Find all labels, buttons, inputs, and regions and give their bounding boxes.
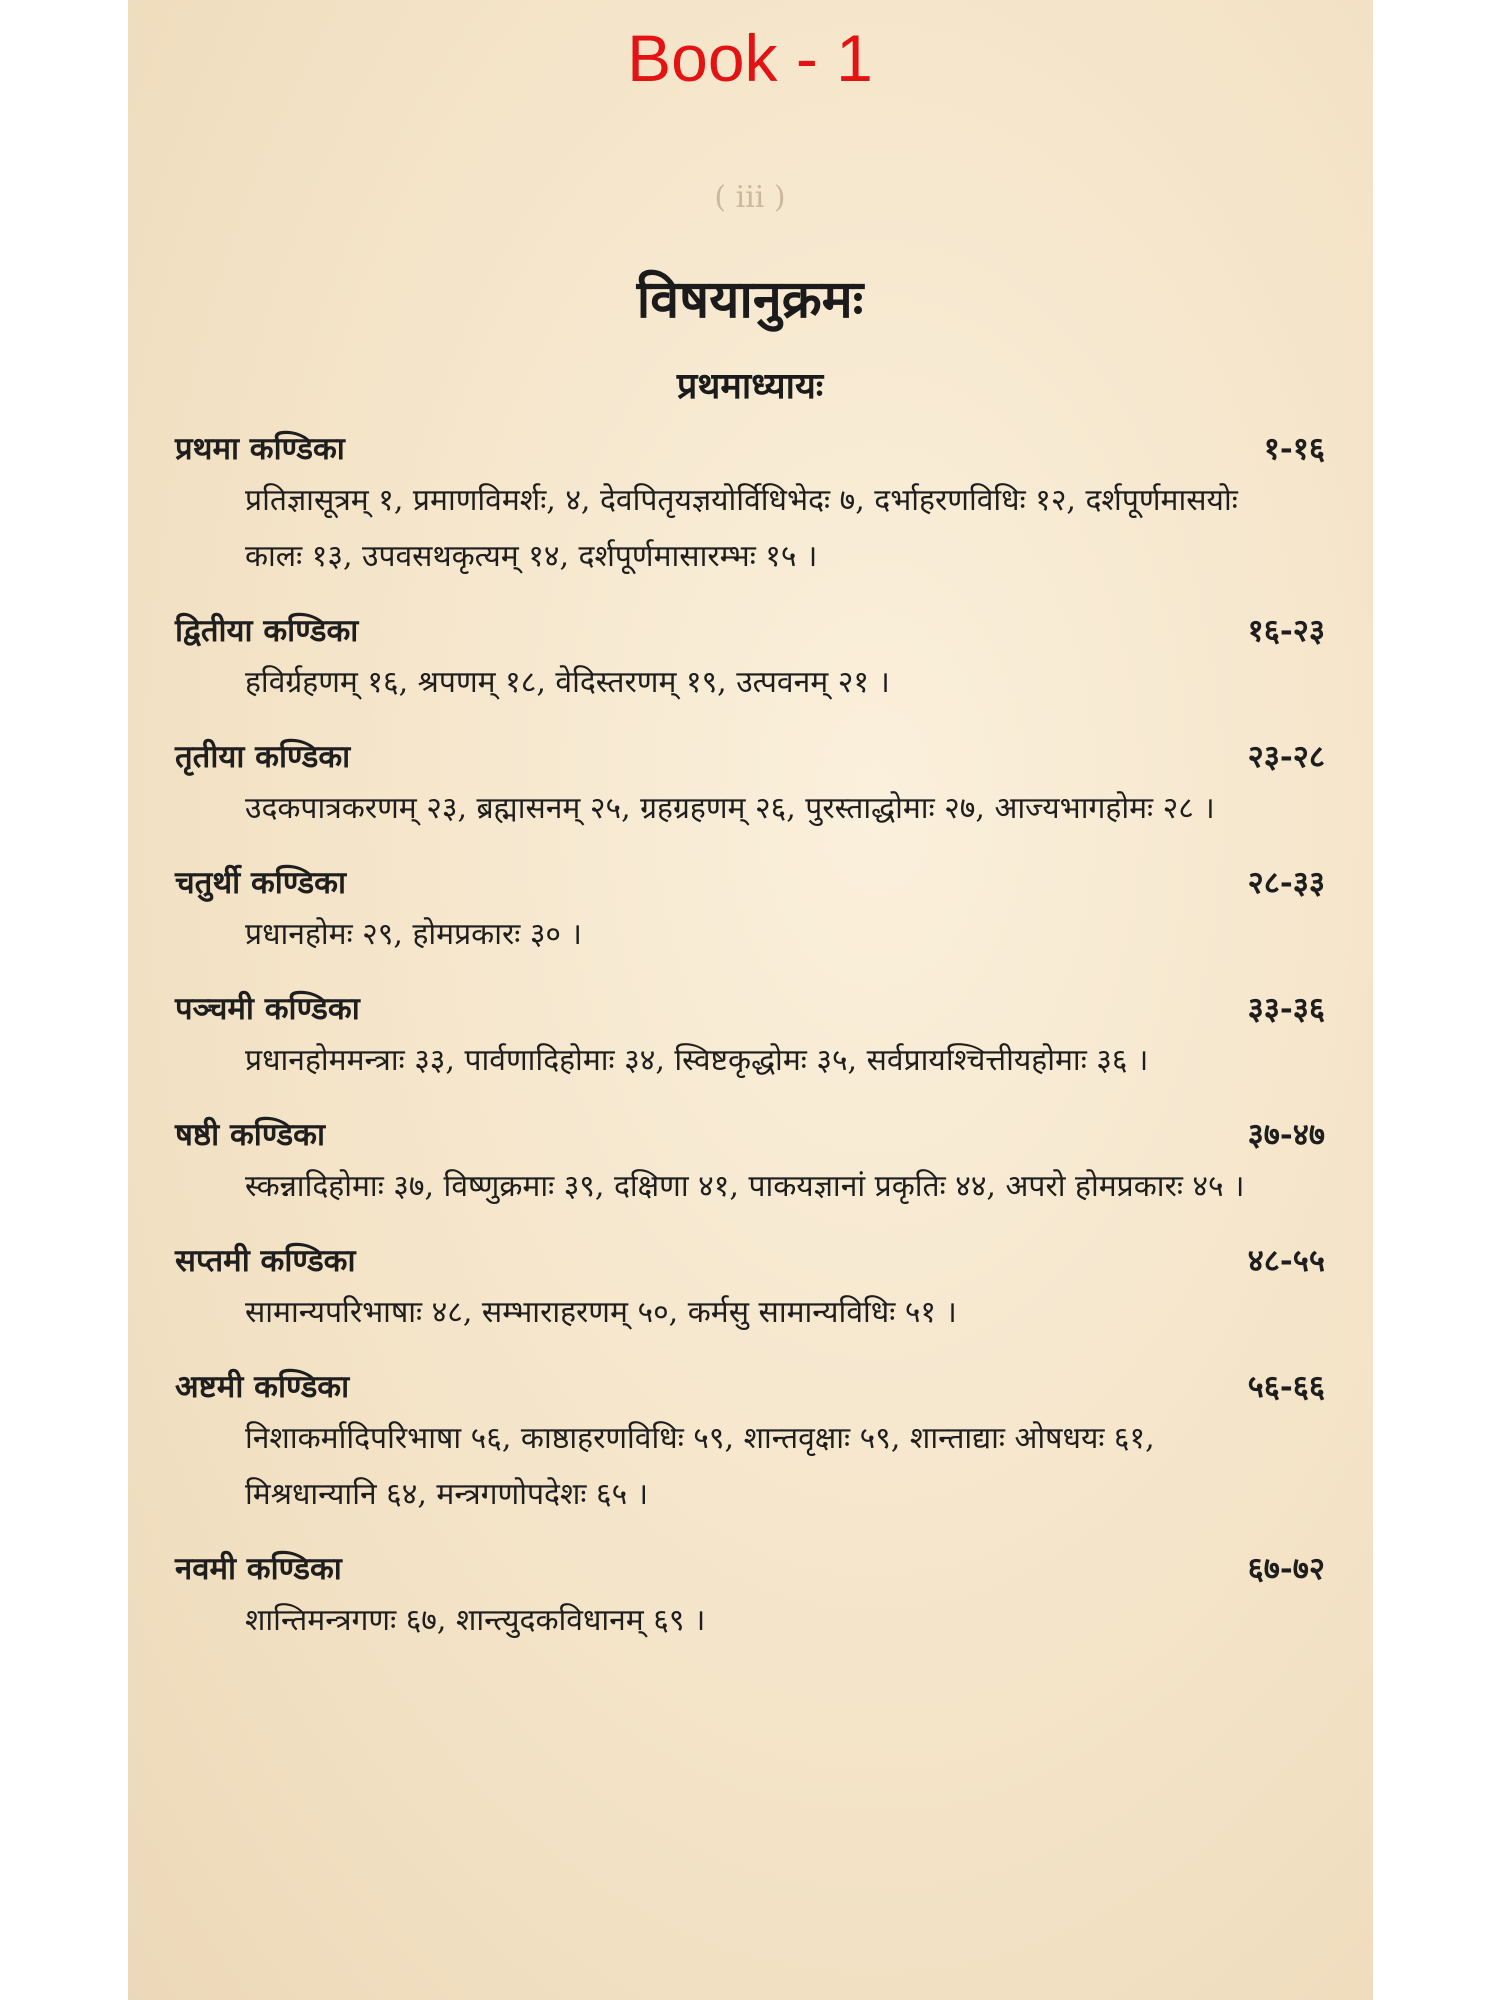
contents-section: [175, 1363, 1325, 1523]
contents-section: [175, 733, 1325, 837]
section-header: [175, 1111, 1325, 1159]
page-number: ( iii ): [714, 180, 786, 215]
section-contents: सामान्यपरिभाषाः ४८, सम्भाराहरणम् ५०, कर्मसु सामान्यविधिः ५१ ।: [245, 1295, 957, 1330]
contents-list: [175, 425, 1325, 1671]
section-header: [175, 733, 1325, 781]
contents-section: [175, 607, 1325, 711]
section-contents: स्कन्नादिहोमाः ३७, विष्णुक्रमाः ३९, दक्षिणा ४१, पाकयज्ञानां प्रकृतिः ४४, अपरो होमप्रकारः ४५ ।: [245, 1169, 1245, 1204]
section-contents: प्रतिज्ञासूत्रम् १, प्रमाणविमर्शः, ४, देवपितृयज्ञयोर्विधिभेदः ७, दर्भाहरणविधिः १२, दर्शपूर्णमासयोः कालः १३, उपवसथकृत्यम् १४, दर्शपूर्णमासारम्भः १५ ।: [245, 483, 1238, 574]
section-contents: शान्तिमन्त्रगणः ६७, शान्त्युदकविधानम् ६९ ।: [245, 1603, 706, 1638]
contents-section: [175, 859, 1325, 963]
section-header: [175, 1545, 1325, 1593]
section-heading: द्वितीया कण्डिका: [175, 613, 359, 649]
section-heading: अष्टमी कण्डिका: [175, 1369, 350, 1405]
section-contents: उदकपात्रकरणम् २३, ब्रह्मासनम् २५, ग्रहग्रहणम् २६, पुरस्ताद्धोमाः २७, आज्यभागहोमः २८ ।: [245, 791, 1215, 826]
contents-section: [175, 985, 1325, 1089]
chapter-title: प्रथमाध्यायः: [676, 365, 824, 407]
contents-section: [175, 1545, 1325, 1649]
page-range: ५६-६६: [1247, 1369, 1325, 1405]
section-header: [175, 425, 1325, 473]
page-range: २८-३३: [1247, 865, 1325, 901]
section-header: [175, 1237, 1325, 1285]
section-contents: प्रधानहोमः २९, होमप्रकारः ३० ।: [245, 917, 582, 952]
section-heading: सप्तमी कण्डिका: [175, 1243, 356, 1279]
page-range: ३७-४७: [1247, 1117, 1325, 1153]
page-range: १६-२३: [1247, 613, 1325, 649]
page-title: विषयानुक्रमः: [636, 269, 864, 330]
section-header: [175, 1363, 1325, 1411]
section-header: [175, 607, 1325, 655]
page-range: ४८-५५: [1247, 1243, 1325, 1279]
contents-section: [175, 1111, 1325, 1215]
section-header: [175, 859, 1325, 907]
contents-section: [175, 425, 1325, 585]
section-heading: पञ्चमी कण्डिका: [175, 991, 360, 1027]
section-contents: निशाकर्मादिपरिभाषा ५६, काष्ठाहरणविधिः ५९, शान्तवृक्षाः ५९, शान्ताद्याः ओषधयः ६१, मिश्रधान्यानि ६४, मन्त्रगणोपदेशः ६५ ।: [245, 1421, 1155, 1512]
section-contents: हविर्ग्रहणम् १६, श्रपणम् १८, वेदिस्तरणम् १९, उत्पवनम् २१ ।: [245, 665, 890, 700]
page-range: ६७-७२: [1247, 1551, 1325, 1587]
page-range: ३३-३६: [1247, 991, 1325, 1027]
book-label: Book - 1: [627, 21, 873, 95]
page-range: २३-२८: [1247, 739, 1325, 775]
section-contents: प्रधानहोममन्त्राः ३३, पार्वणादिहोमाः ३४, स्विष्टकृद्धोमः ३५, सर्वप्रायश्चित्तीयहोमाः ३६ ।: [245, 1043, 1149, 1078]
section-heading: षष्ठी कण्डिका: [175, 1117, 325, 1153]
section-heading: तृतीया कण्डिका: [175, 739, 351, 775]
contents-section: [175, 1237, 1325, 1341]
section-header: [175, 985, 1325, 1033]
section-heading: प्रथमा कण्डिका: [175, 431, 345, 467]
section-heading: चतुर्थी कण्डिका: [175, 865, 346, 901]
page-range: १-१६: [1263, 431, 1325, 467]
section-heading: नवमी कण्डिका: [175, 1551, 342, 1587]
